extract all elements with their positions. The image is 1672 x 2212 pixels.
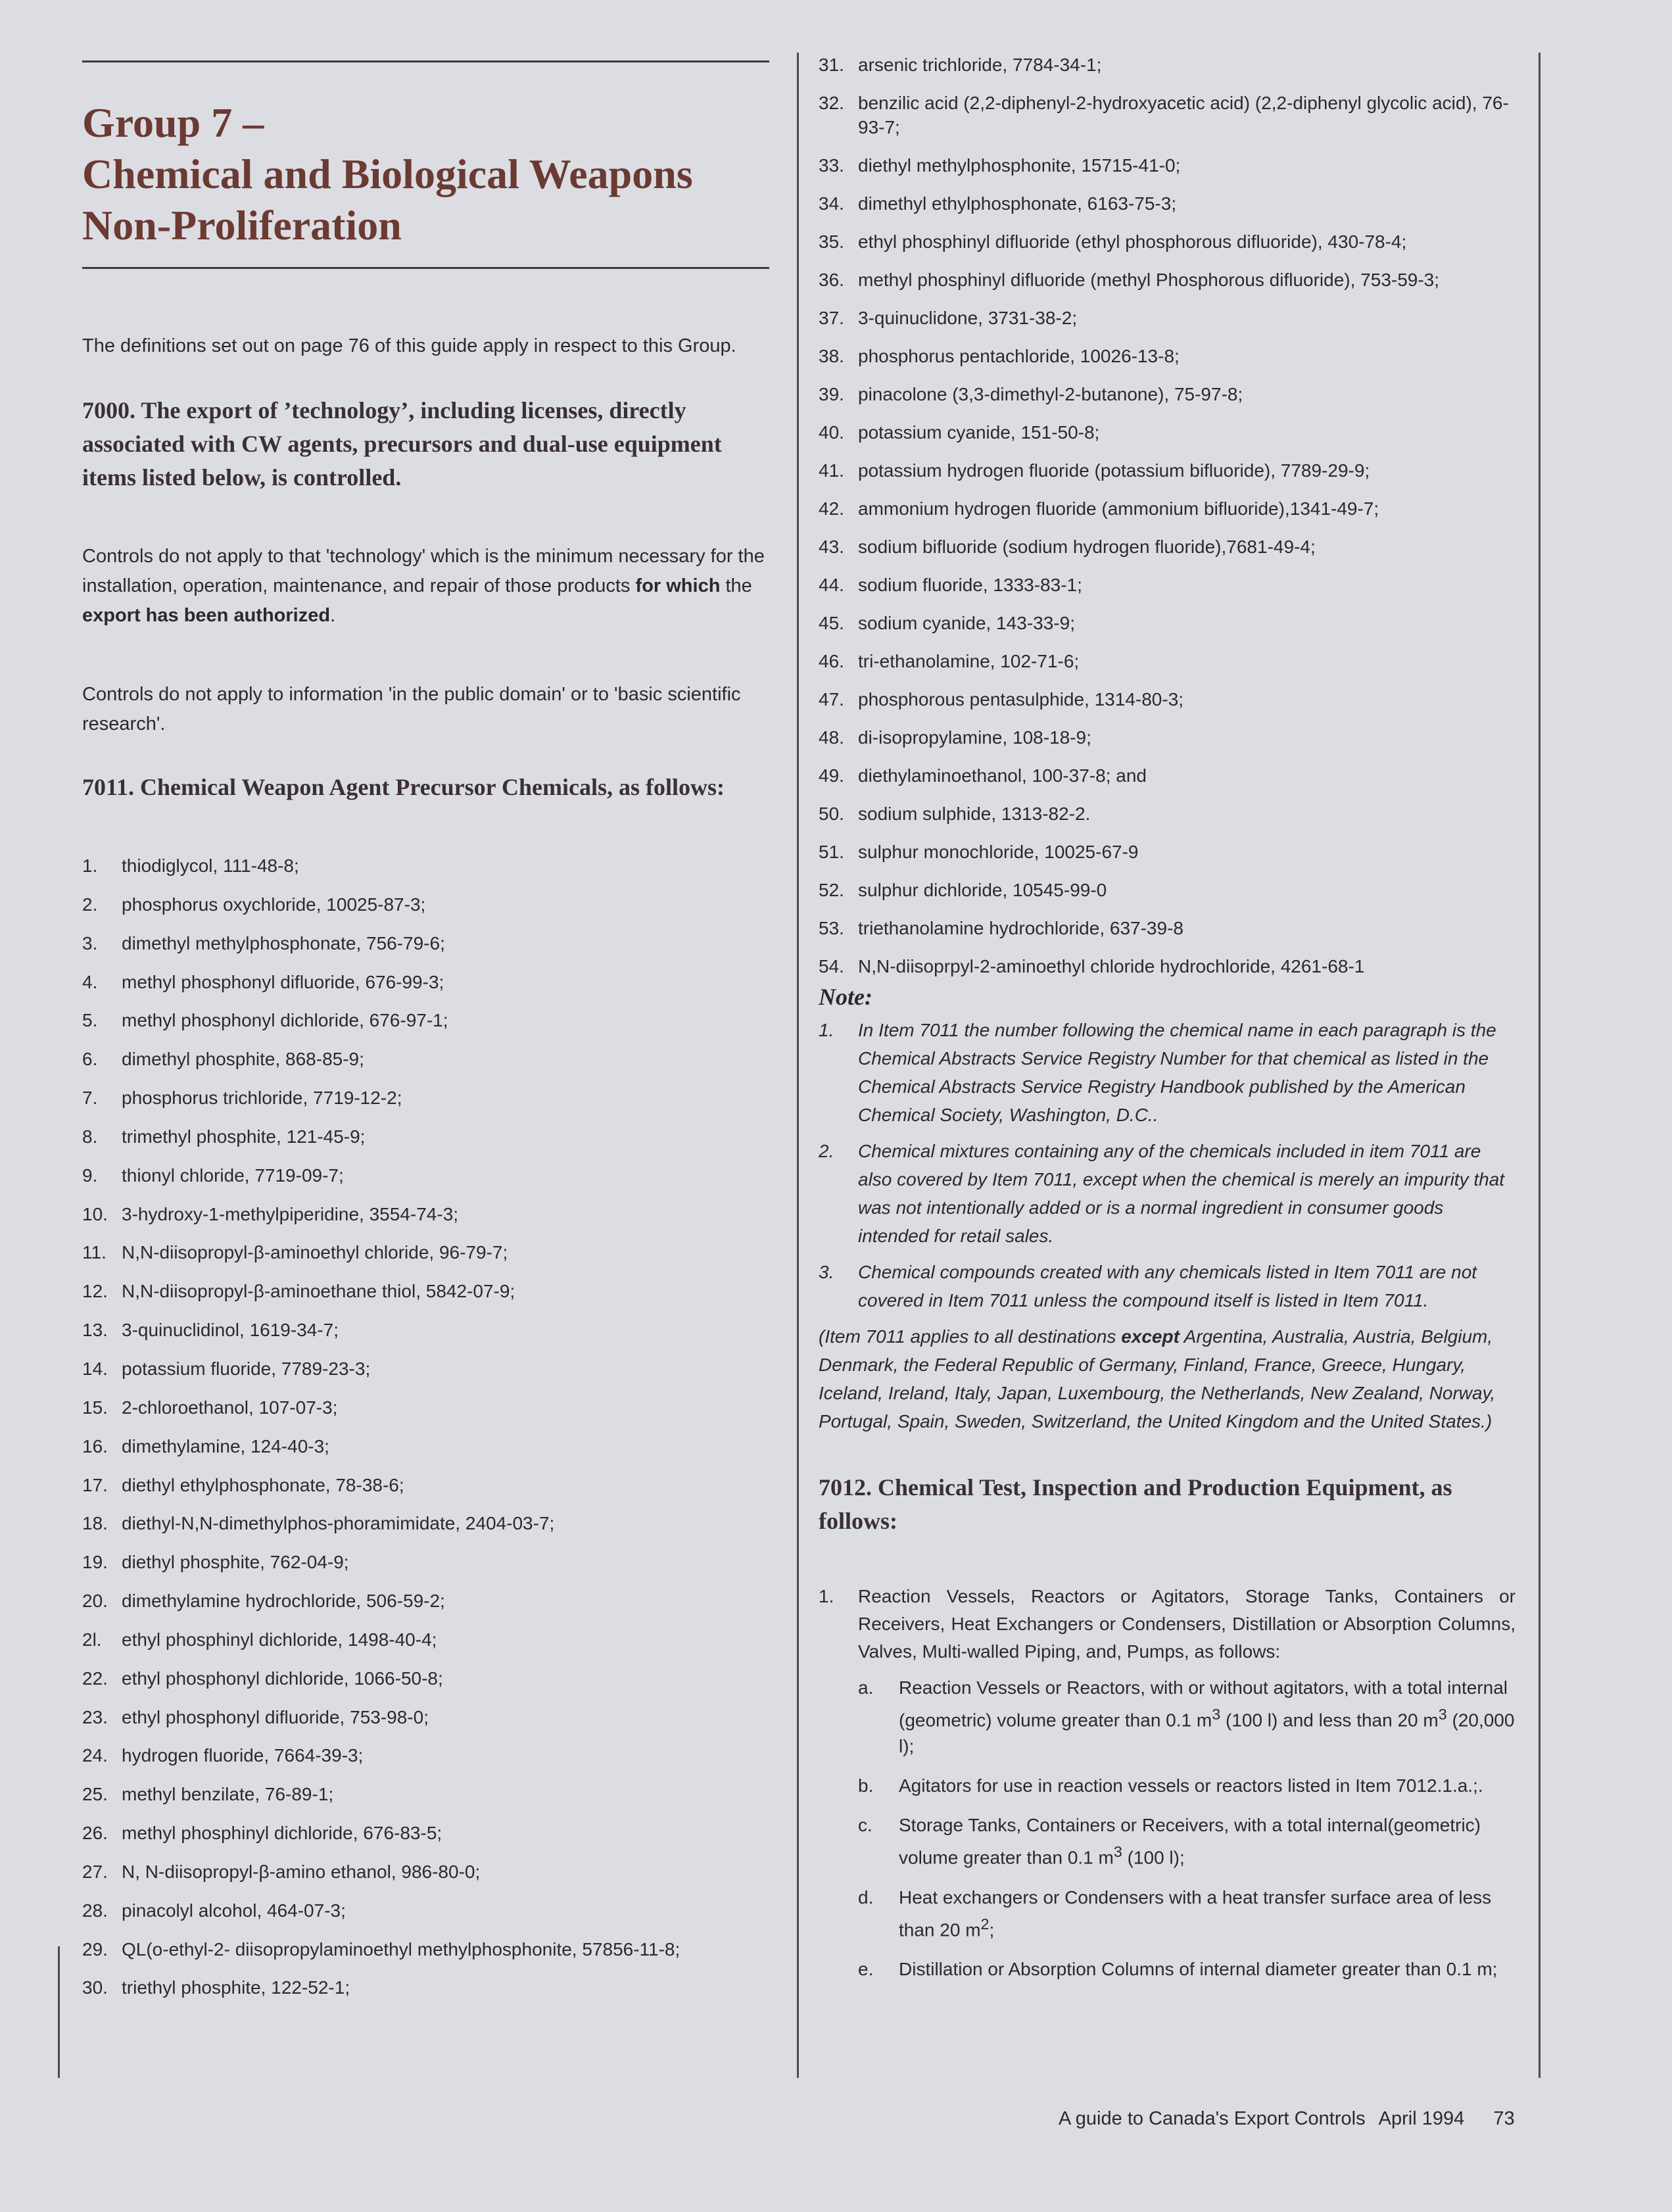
list-text: 3-quinuclidone, 3731-38-2; bbox=[858, 308, 1078, 328]
left-column bbox=[82, 59, 773, 2013]
chemical-list-item bbox=[82, 1820, 773, 1859]
list-number: 34. bbox=[819, 193, 844, 214]
list-number: 30. bbox=[82, 1977, 108, 1998]
applies-bold: except bbox=[1121, 1326, 1180, 1347]
list-number: 51. bbox=[819, 842, 844, 862]
list-text: 2-chloroethanol, 107-07-3; bbox=[122, 1397, 338, 1418]
chemical-list-item bbox=[82, 1588, 773, 1627]
list-number: 8. bbox=[82, 1126, 98, 1147]
chemical-list-item bbox=[82, 930, 773, 969]
equipment-sub-list bbox=[858, 1675, 1516, 1983]
list-text: 3-hydroxy-1-methylpiperidine, 3554-74-3; bbox=[122, 1203, 459, 1224]
chemical-list-item bbox=[82, 1046, 773, 1085]
list-text: diethylaminoethanol, 100-37-8; and bbox=[858, 765, 1147, 786]
equipment-sub-item-e bbox=[858, 1956, 1516, 1983]
chemical-list-item bbox=[819, 535, 1516, 559]
chemical-list-item bbox=[82, 1859, 773, 1898]
chemical-list-item bbox=[819, 916, 1516, 940]
list-text: ammonium hydrogen fluoride (ammonium bifluoride),1341-49-7; bbox=[858, 498, 1379, 519]
sub-d-text-1: Heat exchangers or Condensers with a heat transfer surface area of less than 20 m bbox=[899, 1887, 1492, 1940]
chemical-list-item bbox=[82, 1124, 773, 1163]
list-text: methyl phosphonyl difluoride, 676-99-3; bbox=[122, 971, 444, 992]
chemical-list-item bbox=[82, 892, 773, 930]
equipment-item-1 bbox=[819, 1583, 1516, 1666]
list-number: 2l. bbox=[82, 1629, 102, 1650]
list-number: 52. bbox=[819, 880, 844, 900]
list-letter: e. bbox=[858, 1958, 874, 1979]
list-text: ethyl phosphinyl difluoride (ethyl phosphorous difluoride), 430-78-4; bbox=[858, 231, 1407, 252]
list-text: pinacolyl alcohol, 464-07-3; bbox=[122, 1900, 346, 1921]
list-text: tri-ethanolamine, 102-71-6; bbox=[858, 651, 1080, 671]
chemical-list-item bbox=[82, 1975, 773, 2013]
list-number: 40. bbox=[819, 422, 844, 443]
chemical-list-item bbox=[82, 1743, 773, 1781]
list-number: 47. bbox=[819, 689, 844, 709]
list-text: ethyl phosphinyl dichloride, 1498-40-4; bbox=[122, 1629, 437, 1650]
list-number: 11. bbox=[82, 1242, 107, 1263]
chemical-list-item bbox=[82, 1781, 773, 1820]
list-number: 14. bbox=[82, 1358, 108, 1379]
list-text: hydrogen fluoride, 7664-39-3; bbox=[122, 1745, 364, 1766]
chemical-list-item bbox=[819, 954, 1516, 978]
list-text bbox=[899, 1812, 1516, 1871]
list-text: methyl phosphinyl dichloride, 676-83-5; bbox=[122, 1823, 442, 1844]
chemical-list-item bbox=[819, 91, 1516, 139]
list-text: potassium cyanide, 151-50-8; bbox=[858, 422, 1100, 443]
chemical-list-item bbox=[819, 687, 1516, 711]
chemical-list-item bbox=[82, 1704, 773, 1743]
chemical-list-item bbox=[819, 382, 1516, 406]
list-text: N,N-diisopropyl-β-aminoethyl chloride, 96-79-7; bbox=[122, 1242, 508, 1263]
list-number: 44. bbox=[819, 575, 844, 595]
list-number: 5. bbox=[82, 1010, 98, 1031]
list-text: sulphur dichloride, 10545-99-0 bbox=[858, 880, 1107, 900]
list-text: arsenic trichloride, 7784-34-1; bbox=[858, 55, 1102, 75]
list-number: 36. bbox=[819, 270, 844, 290]
list-text: sulphur monochloride, 10025-67-9 bbox=[858, 842, 1139, 862]
precursor-chemicals-list-left bbox=[82, 853, 773, 2013]
controls-1-bold-b: export has been authorized bbox=[82, 605, 331, 626]
list-number: 16. bbox=[82, 1435, 108, 1456]
list-number: 48. bbox=[819, 727, 844, 748]
list-number: 2. bbox=[82, 894, 98, 915]
list-number: 20. bbox=[82, 1591, 108, 1612]
list-number: 53. bbox=[819, 918, 844, 938]
chemical-list-item bbox=[819, 725, 1516, 750]
list-number: 6. bbox=[82, 1049, 98, 1070]
chemical-list-item bbox=[82, 1278, 773, 1317]
sub-a-text-1: Reaction Vessels or Reactors, with or without agitators, with a total internal (geometric) volume greater than 0.1 m bbox=[899, 1677, 1508, 1731]
list-number: 3. bbox=[819, 1262, 834, 1282]
list-text: thiodiglycol, 111-48-8; bbox=[122, 855, 299, 876]
list-number: 19. bbox=[82, 1552, 108, 1573]
sub-c-text-2: (100 l); bbox=[1122, 1847, 1185, 1868]
list-number: 22. bbox=[82, 1668, 108, 1689]
title-line-2: Chemical and Biological Weapons bbox=[82, 151, 693, 197]
list-number: 42. bbox=[819, 498, 844, 519]
item-7000-heading: 7000. The export of ’technology’, including licenses, directly associated with CW agents, precursors and dual-use equipment items listed below, is controlled. bbox=[82, 397, 722, 491]
list-number: 37. bbox=[819, 308, 844, 328]
page-footer bbox=[1059, 2108, 1515, 2130]
list-text: QL(o-ethyl-2- diisopropylaminoethyl methylphosphonite, 57856-11-8; bbox=[122, 1938, 681, 1960]
list-text: diethyl methylphosphonite, 15715-41-0; bbox=[858, 155, 1181, 176]
chemical-list-item bbox=[819, 878, 1516, 902]
sub-a-text-3: (20,000 l); bbox=[899, 1710, 1515, 1757]
chemical-list-item bbox=[82, 1936, 773, 1975]
list-text: diethyl-N,N-dimethylphos-phoramimidate, 2404-03-7; bbox=[122, 1513, 555, 1534]
equipment-sub-item-c bbox=[858, 1812, 1516, 1871]
chemical-list-item bbox=[819, 306, 1516, 330]
applies-text-b: Argentina, Australia, Austria, Belgium, Denmark, the Federal Republic of Germany, Finland, France, Greece, Hungary, Iceland, Ireland, Italy, Japan, Luxembourg, the Netherlands, New Zealand, Norway, Portugal, Spain, Sweden, Switzerland, the United Kingdom and the United States.) bbox=[819, 1326, 1496, 1431]
chemical-list-item bbox=[82, 1510, 773, 1549]
list-number: 39. bbox=[819, 384, 844, 404]
chemical-list-item bbox=[819, 229, 1516, 254]
chemical-list-item bbox=[819, 573, 1516, 597]
chemical-list-item bbox=[82, 1549, 773, 1588]
list-text: 3-quinuclidinol, 1619-34-7; bbox=[122, 1320, 339, 1341]
list-text: diethyl phosphite, 762-04-9; bbox=[122, 1552, 349, 1573]
left-column-rule bbox=[58, 1946, 60, 2078]
footer-date: April 1994 bbox=[1378, 2108, 1465, 2129]
list-text: N,N-diisoprpyl-2-aminoethyl chloride hydrochloride, 4261-68-1 bbox=[858, 956, 1365, 976]
list-number: 35. bbox=[819, 231, 844, 252]
chemical-list-item bbox=[819, 153, 1516, 178]
list-number: 50. bbox=[819, 804, 844, 824]
list-text: methyl benzilate, 76-89-1; bbox=[122, 1784, 334, 1805]
list-text: triethyl phosphite, 122-52-1; bbox=[122, 1977, 350, 1998]
footer-page-number: 73 bbox=[1493, 2108, 1515, 2129]
list-number: 32. bbox=[819, 93, 844, 113]
list-text: phosphorus oxychloride, 10025-87-3; bbox=[122, 894, 426, 915]
list-number: 12. bbox=[82, 1281, 108, 1302]
equipment-sub-item-d bbox=[858, 1885, 1516, 1943]
list-number: 2. bbox=[819, 1141, 834, 1161]
chemical-list-item bbox=[819, 649, 1516, 673]
list-letter: c. bbox=[858, 1815, 872, 1836]
list-text: sodium bifluoride (sodium hydrogen fluoride),7681-49-4; bbox=[858, 537, 1316, 557]
controls-1-text-b: the bbox=[720, 575, 752, 596]
chemical-list-item bbox=[82, 1666, 773, 1704]
list-number: 18. bbox=[82, 1513, 108, 1534]
chemical-list-item bbox=[819, 611, 1516, 635]
chemical-list-item bbox=[82, 1433, 773, 1472]
chemical-list-item bbox=[819, 496, 1516, 521]
list-text: methyl phosphonyl dichloride, 676-97-1; bbox=[122, 1010, 448, 1031]
list-number: 28. bbox=[82, 1900, 108, 1921]
list-number: 43. bbox=[819, 537, 844, 557]
list-text: methyl phosphinyl difluoride (methyl Phosphorous difluoride), 753-59-3; bbox=[858, 270, 1440, 290]
sub-d-sup: 2 bbox=[980, 1915, 990, 1933]
controls-1-bold-a: for which bbox=[635, 575, 721, 596]
chemical-list-item bbox=[82, 1356, 773, 1395]
chemical-list-item bbox=[82, 1317, 773, 1356]
chemical-list-item bbox=[82, 1085, 773, 1124]
list-number: 38. bbox=[819, 346, 844, 366]
list-text: dimethylamine hydrochloride, 506-59-2; bbox=[122, 1591, 445, 1612]
list-text: dimethylamine, 124-40-3; bbox=[122, 1435, 329, 1456]
list-text: thionyl chloride, 7719-09-7; bbox=[122, 1165, 344, 1186]
list-text: di-isopropylamine, 108-18-9; bbox=[858, 727, 1091, 748]
list-number: 23. bbox=[82, 1706, 108, 1727]
list-text: dimethyl ethylphosphonate, 6163-75-3; bbox=[858, 193, 1177, 214]
chemical-list-item bbox=[819, 268, 1516, 292]
list-number: 13. bbox=[82, 1320, 108, 1341]
list-text: sodium sulphide, 1313-82-2. bbox=[858, 804, 1091, 824]
sub-a-text-2: (100 l) and less than 20 m bbox=[1220, 1710, 1439, 1731]
list-number: 10. bbox=[82, 1203, 108, 1224]
chemical-list-item bbox=[82, 1898, 773, 1936]
controls-1-text-c: . bbox=[330, 605, 336, 626]
center-column-rule bbox=[797, 53, 799, 2078]
list-text: sodium cyanide, 143-33-9; bbox=[858, 613, 1075, 633]
controls-paragraph-1 bbox=[82, 542, 773, 631]
chemical-list-item bbox=[82, 969, 773, 1008]
chemical-list-item bbox=[819, 840, 1516, 864]
list-number: 1. bbox=[819, 1586, 834, 1606]
list-number: 24. bbox=[82, 1745, 108, 1766]
list-text: phosphorous pentasulphide, 1314-80-3; bbox=[858, 689, 1184, 709]
right-column-rule bbox=[1539, 53, 1541, 2078]
list-text: Chemical compounds created with any chemicals listed in Item 7011 are not covered in Item 7011 unless the compound itself is listed in Item 7011. bbox=[858, 1262, 1477, 1310]
list-text: In Item 7011 the number following the chemical name in each paragraph is the Chemical Abstracts Service Registry Number for that chemical as listed in the Chemical Abstracts Service Registry Handbook published by the American Chemical Society, Washington, D.C.. bbox=[858, 1020, 1496, 1125]
list-text: pinacolone (3,3-dimethyl-2-butanone), 75-97-8; bbox=[858, 384, 1243, 404]
list-text: triethanolamine hydrochloride, 637-39-8 bbox=[858, 918, 1183, 938]
list-text bbox=[899, 1675, 1516, 1760]
list-number: 46. bbox=[819, 651, 844, 671]
chemical-list-item bbox=[82, 1472, 773, 1511]
note-list-item bbox=[819, 1016, 1516, 1129]
item-7011-heading: 7011. Chemical Weapon Agent Precursor Chemicals, as follows: bbox=[82, 774, 725, 800]
list-number: 54. bbox=[819, 956, 844, 976]
list-text: phosphorus trichloride, 7719-12-2; bbox=[122, 1088, 402, 1109]
sub-c-text-1: Storage Tanks, Containers or Receivers, with a total internal(geometric) volume greater than 0.1 m bbox=[899, 1815, 1481, 1868]
equipment-list bbox=[819, 1583, 1516, 1666]
chemical-list-item bbox=[819, 420, 1516, 445]
list-number: 49. bbox=[819, 765, 844, 786]
page-title bbox=[82, 59, 773, 251]
item-7012-heading: 7012. Chemical Test, Inspection and Production Equipment, as follows: bbox=[819, 1474, 1452, 1534]
right-column bbox=[819, 53, 1516, 1996]
list-text bbox=[899, 1885, 1516, 1943]
list-text: trimethyl phosphite, 121-45-9; bbox=[122, 1126, 366, 1147]
equipment-sub-item-a bbox=[858, 1675, 1516, 1760]
list-text: phosphorus pentachloride, 10026-13-8; bbox=[858, 346, 1180, 366]
list-number: 41. bbox=[819, 460, 844, 481]
list-text: Reaction Vessels, Reactors or Agitators, Storage Tanks, Containers or Receivers, Heat Exchangers or Condensers, Distillation or Absorption Columns, Valves, Multi-walled Piping, and, Pumps, as follows: bbox=[858, 1586, 1516, 1662]
list-number: 1. bbox=[819, 1020, 834, 1040]
list-number: 45. bbox=[819, 613, 844, 633]
controls-paragraph-2: Controls do not apply to information 'in the public domain' or to 'basic scientific research'. bbox=[82, 684, 741, 734]
list-text: dimethyl phosphite, 868-85-9; bbox=[122, 1049, 364, 1070]
list-number: 29. bbox=[82, 1938, 108, 1960]
controls-1-text-a: Controls do not apply to that 'technology' which is the minimum necessary for the installation, operation, maintenance, and repair of those products bbox=[82, 546, 765, 596]
chemical-list-item bbox=[82, 1201, 773, 1240]
chemical-list-item bbox=[819, 458, 1516, 483]
note-list-item bbox=[819, 1137, 1516, 1250]
list-number: 4. bbox=[82, 971, 98, 992]
list-text: ethyl phosphonyl difluoride, 753-98-0; bbox=[122, 1706, 429, 1727]
list-number: 3. bbox=[82, 932, 98, 953]
sub-c-sup: 3 bbox=[1113, 1843, 1122, 1861]
chemical-list-item bbox=[819, 191, 1516, 216]
list-number: 1. bbox=[82, 855, 98, 876]
sub-d-text-2: ; bbox=[989, 1919, 995, 1940]
chemical-list-item bbox=[82, 1239, 773, 1278]
title-line-1: Group 7 – bbox=[82, 99, 264, 146]
chemical-list-item bbox=[82, 1007, 773, 1046]
equipment-sub-item-b bbox=[858, 1773, 1516, 1799]
chemical-list-item bbox=[82, 1627, 773, 1666]
note-list-item bbox=[819, 1258, 1516, 1314]
list-text: potassium fluoride, 7789-23-3; bbox=[122, 1358, 371, 1379]
list-text: benzilic acid (2,2-diphenyl-2-hydroxyacetic acid) (2,2-diphenyl glycolic acid), 76-93-7; bbox=[858, 93, 1509, 137]
list-text: N,N-diisopropyl-β-aminoethane thiol, 5842-07-9; bbox=[122, 1281, 515, 1302]
note-heading: Note: bbox=[819, 984, 872, 1010]
list-number: 33. bbox=[819, 155, 844, 176]
title-line-3: Non-Proliferation bbox=[82, 202, 402, 249]
note-list bbox=[819, 1016, 1516, 1314]
list-number: 26. bbox=[82, 1823, 108, 1844]
list-text: diethyl ethylphosphonate, 78-38-6; bbox=[122, 1474, 404, 1495]
precursor-chemicals-list-right bbox=[819, 53, 1516, 978]
list-text: potassium hydrogen fluoride (potassium bifluoride), 7789-29-9; bbox=[858, 460, 1370, 481]
chemical-list-item bbox=[819, 53, 1516, 77]
list-text: ethyl phosphonyl dichloride, 1066-50-8; bbox=[122, 1668, 443, 1689]
list-number: 15. bbox=[82, 1397, 108, 1418]
sub-a-sup-1: 3 bbox=[1212, 1706, 1221, 1723]
sub-a-sup-2: 3 bbox=[1438, 1706, 1447, 1723]
list-number: 25. bbox=[82, 1784, 108, 1805]
list-number: 7. bbox=[82, 1088, 98, 1109]
list-number: 31. bbox=[819, 55, 844, 75]
list-number: 17. bbox=[82, 1474, 108, 1495]
list-text: Agitators for use in reaction vessels or reactors listed in Item 7012.1.a.;. bbox=[899, 1775, 1483, 1796]
list-text: Chemical mixtures containing any of the chemicals included in item 7011 are also covered by Item 7011, except when the chemical is merely an impurity that was not intentionally added or is a normal ingredient in consumer goods intended for retail sales. bbox=[858, 1141, 1505, 1246]
list-letter: a. bbox=[858, 1677, 874, 1698]
list-letter: b. bbox=[858, 1775, 874, 1796]
list-text: N, N-diisopropyl-β-amino ethanol, 986-80-0; bbox=[122, 1861, 481, 1882]
list-number: 27. bbox=[82, 1861, 108, 1882]
list-number: 9. bbox=[82, 1165, 98, 1186]
applies-text-a: (Item 7011 applies to all destinations bbox=[819, 1326, 1122, 1347]
chemical-list-item bbox=[82, 853, 773, 892]
definitions-note: The definitions set out on page 76 of this guide apply in respect to this Group. bbox=[82, 335, 736, 356]
list-text: sodium fluoride, 1333-83-1; bbox=[858, 575, 1082, 595]
chemical-list-item bbox=[82, 1163, 773, 1201]
footer-guide-title: A guide to Canada's Export Controls bbox=[1059, 2108, 1366, 2129]
chemical-list-item bbox=[819, 763, 1516, 788]
list-letter: d. bbox=[858, 1887, 874, 1908]
list-text: dimethyl methylphosphonate, 756-79-6; bbox=[122, 932, 445, 953]
item-7011-applies-note bbox=[819, 1322, 1516, 1435]
chemical-list-item bbox=[819, 344, 1516, 368]
chemical-list-item bbox=[819, 802, 1516, 826]
chemical-list-item bbox=[82, 1395, 773, 1433]
list-text: Distillation or Absorption Columns of internal diameter greater than 0.1 m; bbox=[899, 1958, 1498, 1979]
